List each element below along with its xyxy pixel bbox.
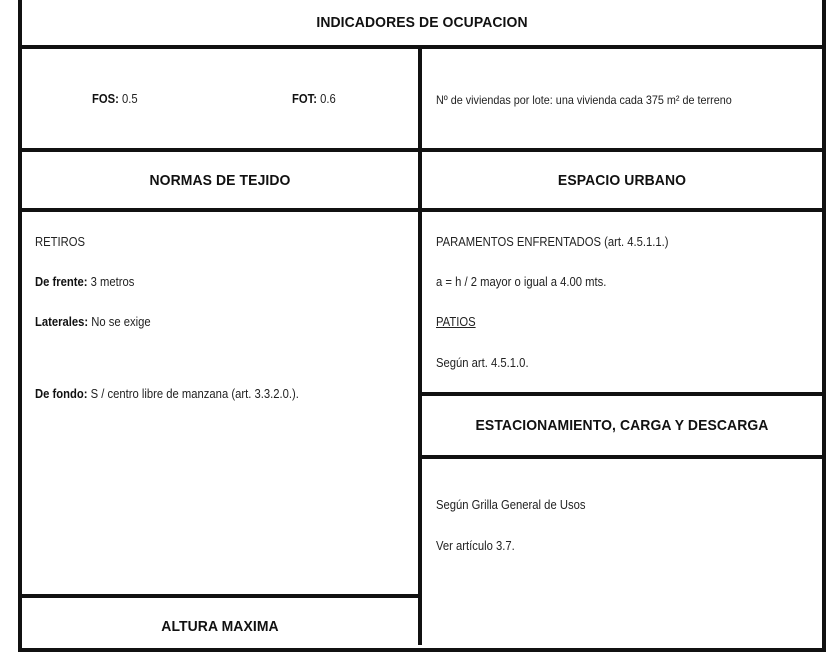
header-indicadores-ocupacion: INDICADORES DE OCUPACION <box>316 14 528 31</box>
retiro-fondo <box>35 387 299 401</box>
retiro-frente <box>35 275 134 289</box>
frente-value: 3 metros <box>87 275 135 289</box>
viviendas-por-lote: Nº de viviendas por lote: una vivienda cada 375 m² de terreno <box>436 93 732 107</box>
laterales-label: Laterales: <box>35 315 89 329</box>
retiro-laterales <box>35 315 151 329</box>
divider <box>418 45 422 645</box>
header-estacionamiento: ESTACIONAMIENTO, CARGA Y DESCARGA <box>475 417 769 434</box>
formula-distancia: a = h / 2 mayor o igual a 4.00 mts. <box>436 275 607 289</box>
fos-label: FOS: <box>92 92 119 106</box>
header-altura-maxima: ALTURA MAXIMA <box>161 617 279 635</box>
fot-label: FOT: <box>292 92 318 106</box>
divider <box>18 45 826 49</box>
patios-heading: PATIOS <box>436 315 476 329</box>
fondo-value: S / centro libre de manzana (art. 3.3.2.0.). <box>87 387 299 401</box>
fos-value: 0.5 <box>122 92 138 106</box>
grilla-general-usos: Según Grilla General de Usos <box>436 498 586 512</box>
fondo-label: De fondo: <box>35 387 88 401</box>
header-espacio-urbano: ESPACIO URBANO <box>557 171 687 189</box>
fot-value: 0.6 <box>320 92 336 106</box>
ver-articulo: Ver artículo 3.7. <box>436 539 515 553</box>
divider <box>18 208 826 212</box>
header-normas-tejido: NORMAS DE TEJIDO <box>149 171 291 189</box>
paramentos-enfrentados: PARAMENTOS ENFRENTADOS (art. 4.5.1.1.) <box>436 235 669 249</box>
laterales-value: No se exige <box>88 315 151 329</box>
divider <box>18 594 422 598</box>
fot-row <box>292 92 336 106</box>
divider <box>420 455 826 459</box>
fos-row <box>92 92 138 106</box>
frente-label: De frente: <box>35 275 88 289</box>
patios-segun: Según art. 4.5.1.0. <box>436 356 529 370</box>
retiros-label: RETIROS <box>35 235 86 249</box>
